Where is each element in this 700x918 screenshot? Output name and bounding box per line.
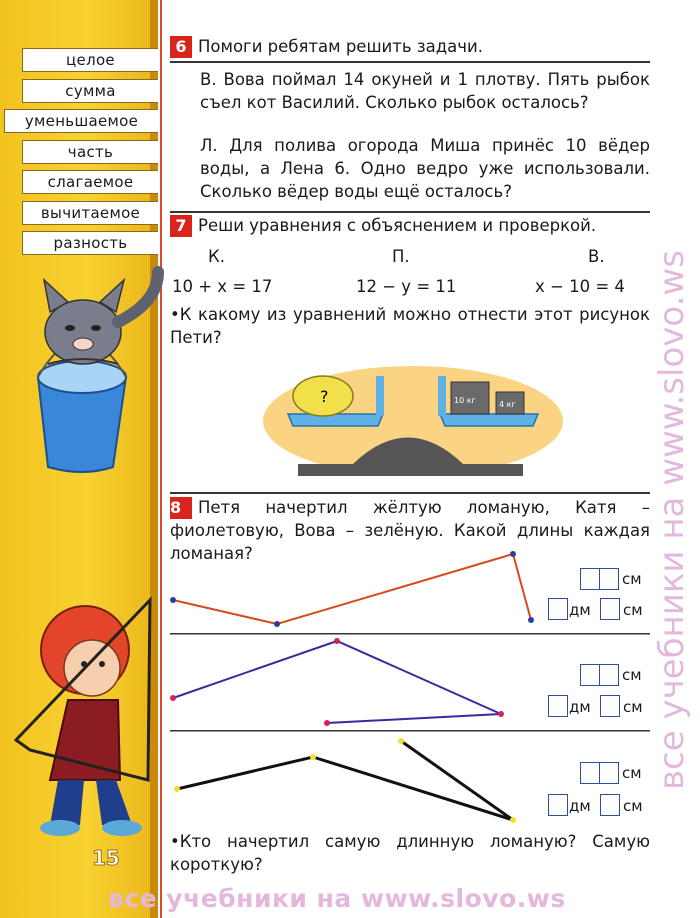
boy: [40, 606, 142, 836]
boy-illustration: [10, 590, 160, 840]
left-post: [376, 376, 384, 416]
term-summa: сумма: [22, 79, 158, 103]
answer-cm-box-3b[interactable]: [599, 762, 619, 784]
unit-cm: см: [623, 601, 643, 619]
left-pan: [288, 414, 383, 426]
unit-cm: см: [622, 570, 642, 588]
answer-cm-box-2a[interactable]: [580, 664, 600, 686]
answer-cm-box-1a[interactable]: [580, 568, 600, 590]
weight-small-label: 4 кг: [499, 400, 516, 409]
task8-rule: [170, 492, 650, 494]
term-umenshaemoe: уменьшаемое: [4, 109, 158, 133]
scale-base: [298, 464, 523, 476]
term-chast: часть: [22, 140, 158, 164]
watermark-bottom: все учебники на www.slovo.ws: [108, 884, 566, 913]
answer-cm-box-2b[interactable]: [599, 664, 619, 686]
cat: [44, 272, 158, 364]
eq-label-p: П.: [392, 247, 410, 266]
page-number: 15: [92, 846, 120, 870]
cat-bucket-illustration: [8, 262, 168, 482]
task8-question: •Кто начертил самую длинную ломаную? Самую короткую?: [170, 832, 650, 874]
term-slagaemoe: слагаемое: [22, 170, 158, 194]
right-post: [438, 376, 446, 416]
term-raznost: разность: [22, 231, 158, 255]
answer-dm-box-3[interactable]: [548, 794, 568, 816]
bag-mark: ?: [320, 387, 329, 406]
weight-big-label: 10 кг: [454, 396, 476, 405]
task6-problem-l: Л. Для полива огорода Миша принёс 10 вёдер воды, а Лена 6. Одно ведро уже использовали. Сколько вёдер воды ещё осталось?: [200, 136, 650, 201]
polyline-2: [173, 641, 501, 723]
task7-title: Реши уравнения с объяснением и проверкой.: [198, 216, 597, 235]
task6-heading: [170, 36, 650, 58]
task6-rule: [170, 61, 650, 63]
equation-k: 10 + x = 17: [172, 277, 273, 296]
term-celoe: целое: [22, 48, 158, 72]
unit-cm: см: [623, 797, 643, 815]
answer-cm-box-3a[interactable]: [580, 762, 600, 784]
eq-label-k: К.: [208, 247, 225, 266]
term-vychitaemoe: вычитаемое: [22, 201, 158, 225]
task8-title: Петя начертил жёлтую ломаную, Катя – фиолетовую, Вова – зелёную. Какой длины каждая ломаная?: [170, 498, 650, 563]
unit-dm: дм: [569, 601, 591, 619]
polyline-1: [173, 554, 531, 624]
answer-cm-box-1b[interactable]: [599, 568, 619, 590]
task6-problem-v: В. Вова поймал 14 окуней и 1 плотву. Пять рыбок съел кот Василий. Сколько рыбок осталось?: [200, 70, 650, 112]
answer-dm-box-2[interactable]: [548, 695, 568, 717]
divider-1: [170, 633, 650, 635]
watermark-side: все учебники на www.slovo.ws: [652, 250, 692, 790]
answer-cm-box-1c[interactable]: [600, 598, 620, 620]
equation-p: 12 − y = 11: [356, 277, 457, 296]
scale-illustration: [258, 356, 568, 486]
unit-dm: дм: [569, 797, 591, 815]
task7-rule: [170, 211, 650, 213]
divider-2: [170, 730, 650, 732]
equation-v: x − 10 = 4: [535, 277, 625, 296]
unit-cm: см: [622, 764, 642, 782]
polyline-3: [177, 741, 513, 820]
answer-dm-box-1[interactable]: [548, 598, 568, 620]
task7-badge: 7: [170, 215, 192, 237]
task7-question: •К какому из уравнений можно отнести этот рисунок Пети?: [170, 305, 650, 347]
terms-list: [22, 48, 158, 262]
answer-cm-box-3c[interactable]: [600, 794, 620, 816]
unit-cm: см: [623, 698, 643, 716]
eq-label-v: В.: [588, 247, 605, 266]
unit-cm: см: [622, 666, 642, 684]
task6-badge: 6: [170, 36, 192, 58]
task7-heading: [170, 215, 650, 237]
right-pan: [440, 414, 538, 426]
task8-badge: 8: [170, 497, 192, 519]
answer-cm-box-2c[interactable]: [600, 695, 620, 717]
unit-dm: дм: [569, 698, 591, 716]
task6-title: Помоги ребятам решить задачи.: [198, 37, 483, 56]
